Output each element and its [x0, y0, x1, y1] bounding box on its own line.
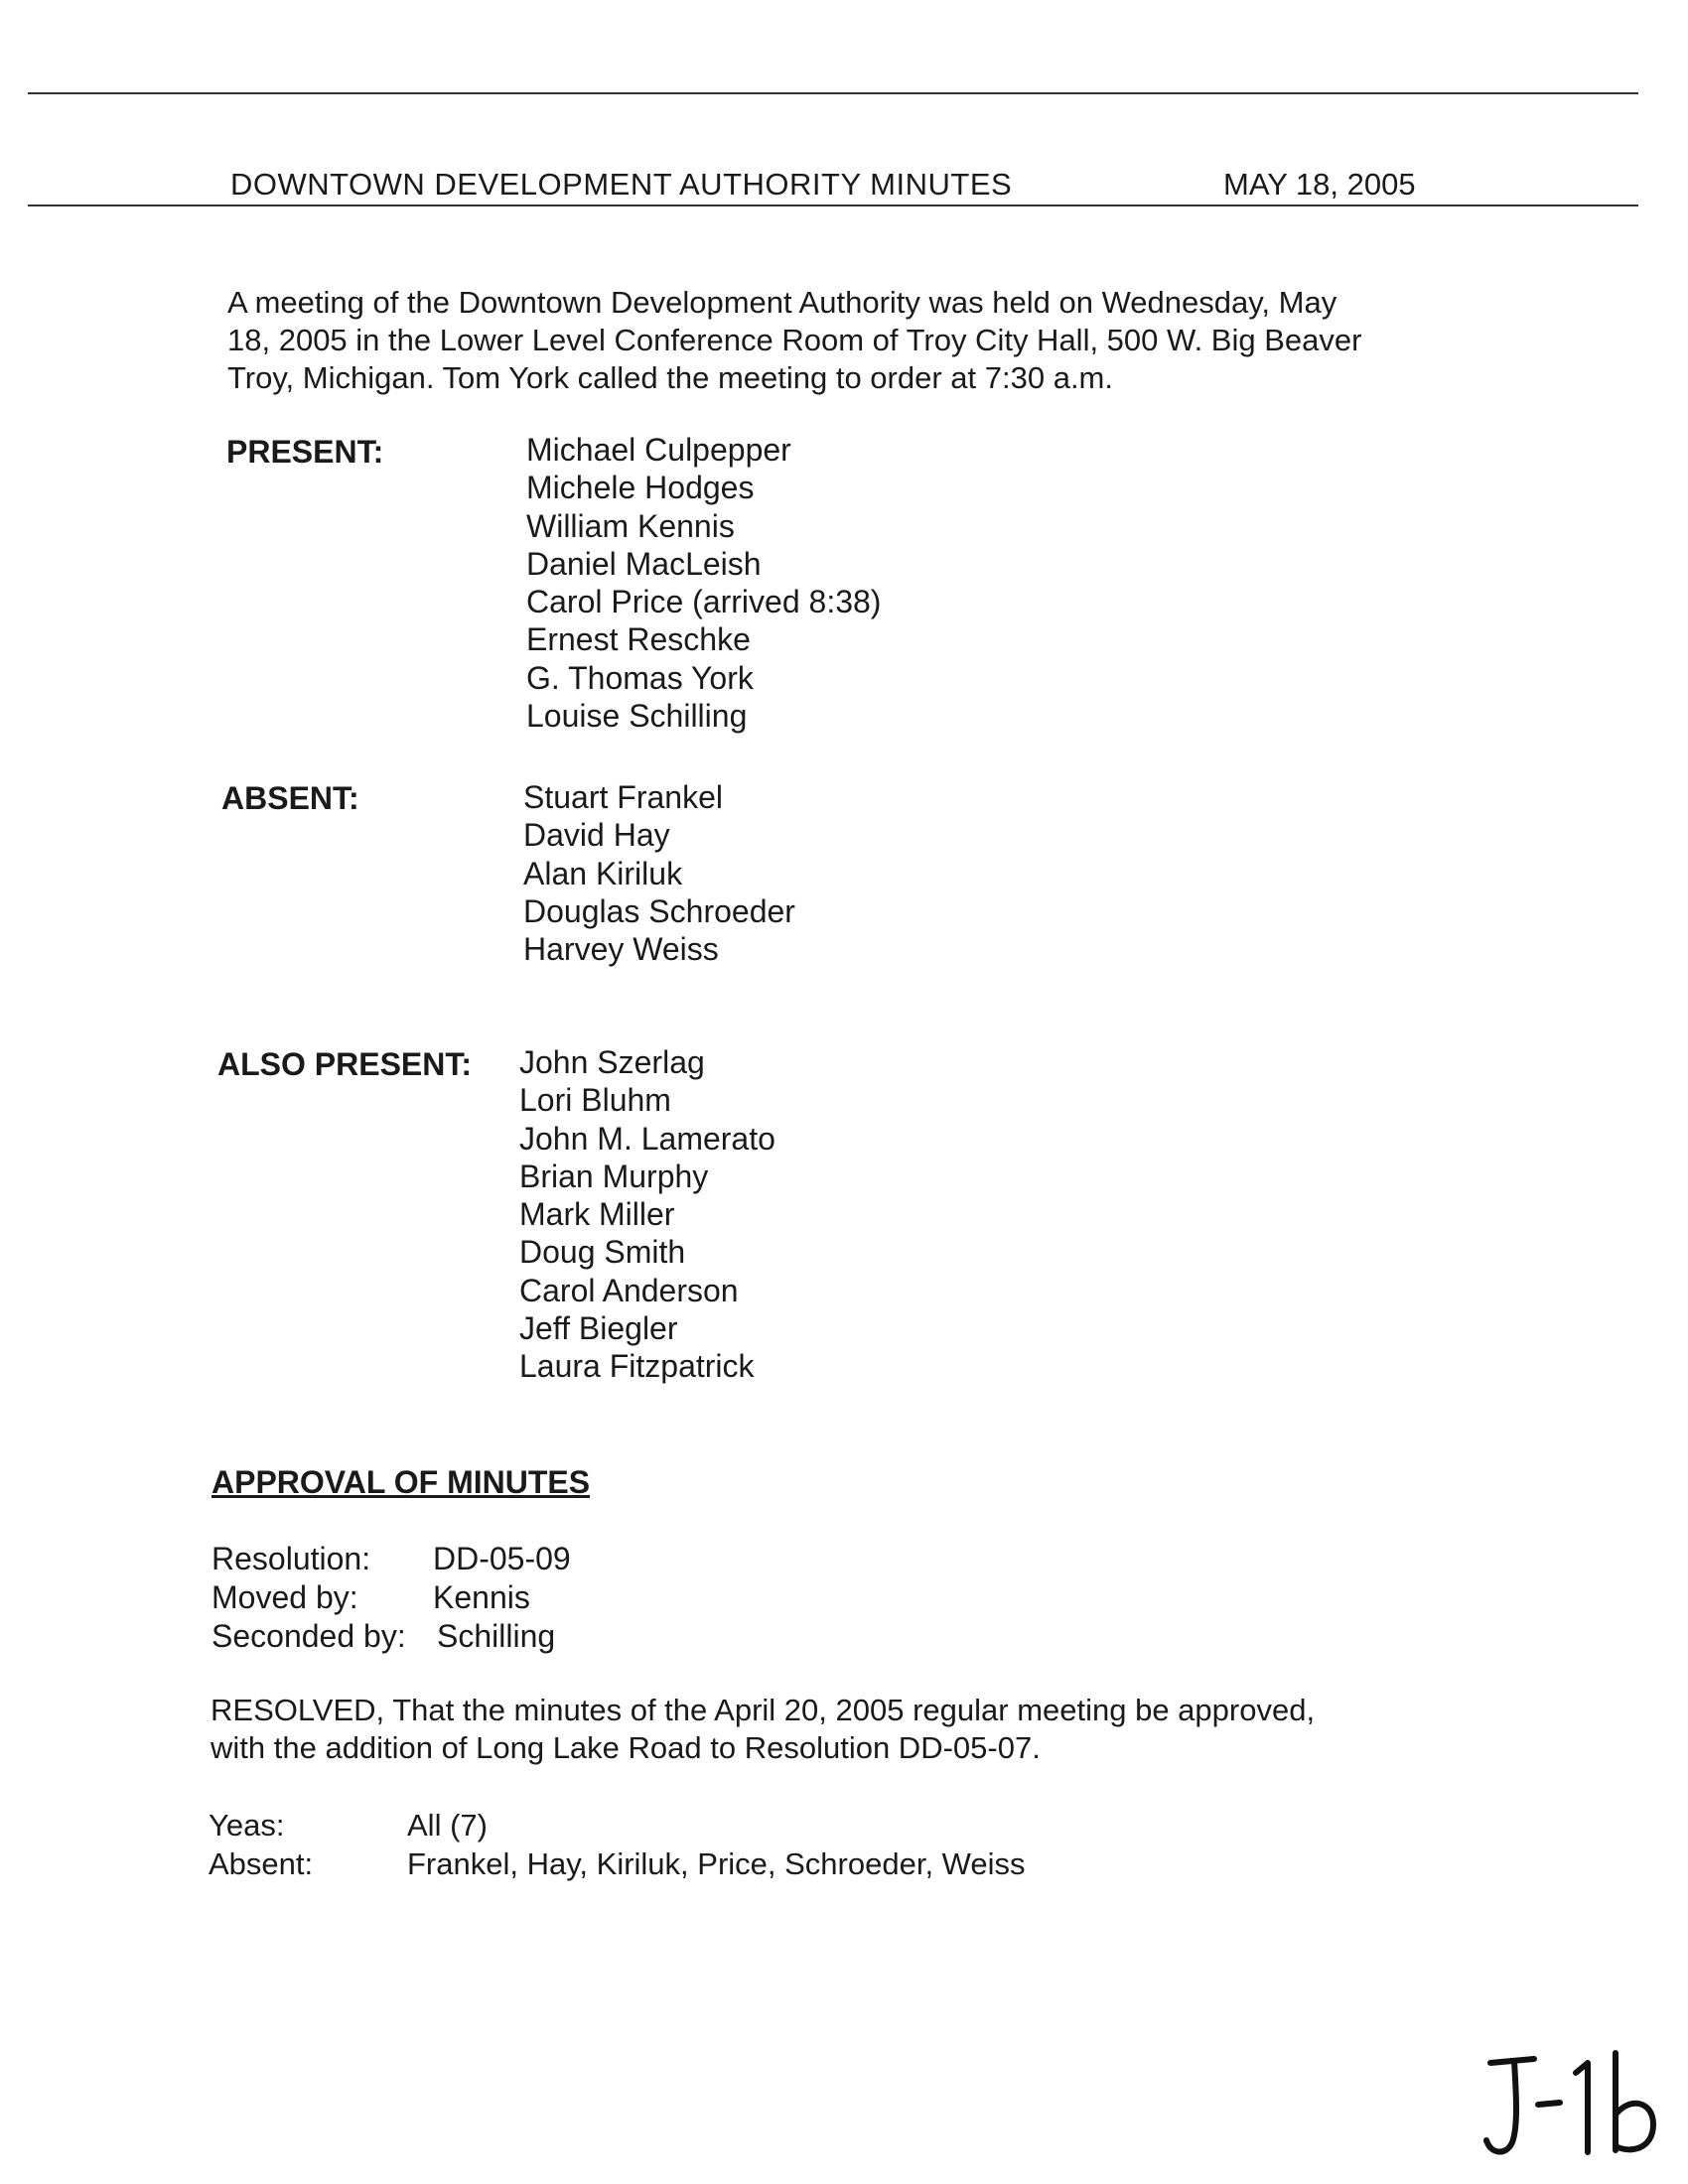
absent-vote-label: Absent:	[209, 1846, 314, 1881]
also-present-name: Mark Miller	[519, 1196, 675, 1233]
yeas-row	[209, 1806, 1026, 1844]
absent-label: ABSENT:	[221, 780, 359, 816]
absent-list	[523, 778, 795, 968]
approval-heading: APPROVAL OF MINUTES	[211, 1464, 591, 1500]
motion-details	[211, 1540, 571, 1656]
seconded-value: Schilling	[437, 1618, 556, 1654]
moved-label: Moved by:	[211, 1579, 358, 1615]
moved-value: Kennis	[433, 1579, 530, 1615]
absent-vote-row	[209, 1844, 1026, 1883]
absent-vote-value: Frankel, Hay, Kiriluk, Price, Schroeder, Weiss	[407, 1846, 1026, 1881]
also-present-name: John Szerlag	[519, 1044, 705, 1080]
absent-name: Harvey Weiss	[523, 931, 719, 968]
present-name: William Kennis	[526, 507, 735, 544]
intro-line: Troy, Michigan. Tom York called the meeting to order at 7:30 a.m.	[227, 360, 1113, 395]
resolved-line: with the addition of Long Lake Road to Resolution DD-05-07.	[211, 1730, 1041, 1765]
also-present-name: Lori Bluhm	[519, 1082, 671, 1119]
document-title: DOWNTOWN DEVELOPMENT AUTHORITY MINUTES	[230, 167, 1013, 202]
present-name: Ernest Reschke	[526, 621, 751, 658]
also-present-name: Doug Smith	[519, 1234, 686, 1271]
header-rule	[28, 205, 1638, 206]
vote-results	[209, 1806, 1026, 1883]
also-present-list	[519, 1043, 775, 1386]
intro-line: A meeting of the Downtown Development Authority was held on Wednesday, May	[227, 285, 1337, 320]
present-name: Michele Hodges	[526, 470, 755, 506]
yeas-value: All (7)	[407, 1808, 488, 1843]
resolution-label: Resolution:	[211, 1541, 371, 1576]
seconded-label: Seconded by:	[211, 1618, 406, 1654]
intro-line: 18, 2005 in the Lower Level Conference Room of Troy City Hall, 500 W. Big Beaver	[227, 323, 1362, 357]
also-present-name: Laura Fitzpatrick	[519, 1348, 755, 1385]
also-present-name: Brian Murphy	[519, 1158, 709, 1194]
present-name: Carol Price (arrived 8:38)	[526, 584, 882, 620]
present-list	[526, 431, 881, 735]
absent-name: Douglas Schroeder	[523, 892, 795, 929]
also-present-name: John M. Lamerato	[519, 1120, 775, 1157]
yeas-label: Yeas:	[209, 1808, 285, 1843]
present-name: Daniel MacLeish	[526, 545, 762, 582]
handwritten-page-stamp	[1477, 2045, 1665, 2164]
resolved-line: RESOLVED, That the minutes of the April 20, 2005 regular meeting be approved,	[211, 1693, 1316, 1727]
resolution-row	[211, 1540, 571, 1578]
top-rule	[28, 92, 1638, 94]
resolved-paragraph	[211, 1692, 1501, 1767]
present-label: PRESENT:	[226, 434, 384, 470]
absent-name: David Hay	[523, 817, 670, 854]
also-present-name: Carol Anderson	[519, 1272, 739, 1308]
present-name: Louise Schilling	[526, 698, 748, 735]
also-present-label: ALSO PRESENT:	[217, 1046, 473, 1082]
moved-row	[211, 1578, 571, 1617]
absent-name: Stuart Frankel	[523, 779, 723, 815]
absent-name: Alan Kiriluk	[523, 855, 683, 891]
seconded-row	[211, 1617, 571, 1656]
present-name: Michael Culpepper	[526, 432, 791, 468]
document-date: MAY 18, 2005	[1223, 167, 1416, 202]
resolution-value: DD-05-09	[433, 1541, 571, 1576]
present-name: G. Thomas York	[526, 659, 754, 696]
also-present-name: Jeff Biegler	[519, 1310, 678, 1347]
intro-paragraph	[227, 284, 1518, 397]
